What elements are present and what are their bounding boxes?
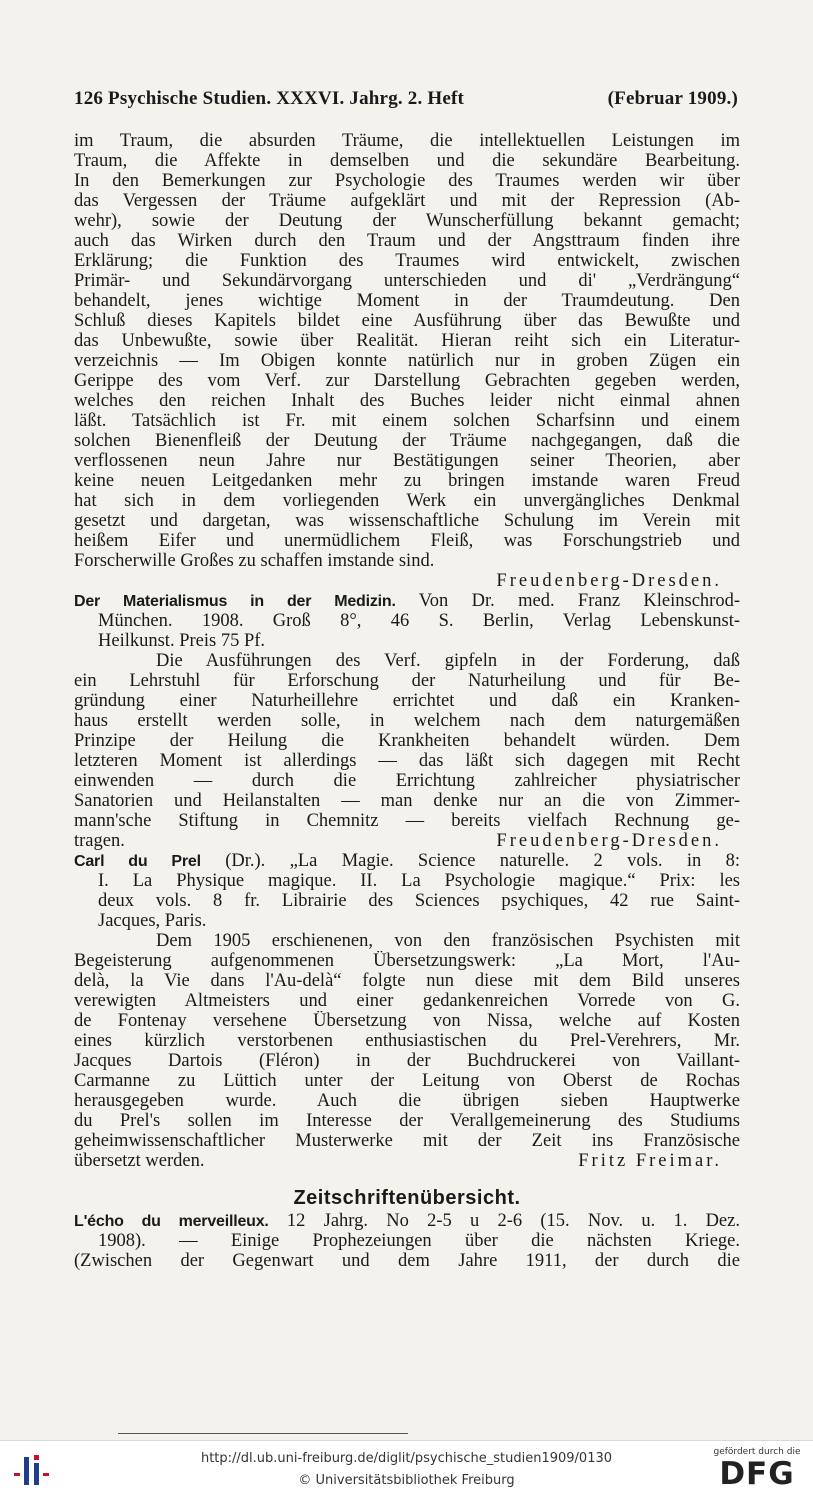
text-line: delà, la Vie dans l'Au-delà“ folgte nun diese mit dem Bild unseres <box>74 971 740 991</box>
review-du-prel <box>74 851 740 1171</box>
copyright-notice: © Universitätsbibliothek Freiburg <box>298 1473 515 1488</box>
text-line: verewigten Altmeisters und einer gedankenreichen Vorrede von G. <box>74 991 740 1011</box>
viewer-footer <box>0 1440 813 1499</box>
running-header <box>74 88 738 110</box>
text-line: (Zwischen der Gegenwart und dem Jahre 1911, der durch die <box>74 1251 740 1271</box>
section-heading: Zeitschriftenübersicht. <box>293 1187 521 1209</box>
text-line: das Unbewußte, sowie über Realität. Hieran reiht sich ein Literatur- <box>74 331 740 351</box>
text-line: Die Ausführungen des Verf. gipfeln in der Forderung, daß <box>156 651 740 671</box>
reviewer-signature: Freudenberg-Dresden. <box>496 571 722 591</box>
text-line: Schluß dieses Kapitels bildet eine Ausführung über das Bewußte und <box>74 311 740 331</box>
text-line: Dem 1905 erschienenen, von den französischen Psychisten mit <box>156 931 740 951</box>
text-line: Forscherwille Großes zu schaffen imstande sind. <box>74 551 435 571</box>
text-line: heißem Eifer und unermüdlichem Fleiß, was Forschungstrieb und <box>74 531 740 551</box>
entry-first-line: Carl du Prel (Dr.). „La Magie. Science naturelle. 2 vols. in 8: <box>74 851 740 871</box>
text-line: einwenden — durch die Errichtung zahlreicher physiatrischer <box>74 771 740 791</box>
text-line: 1908). — Einige Prophezeiungen über die nächsten Kriege. <box>98 1231 740 1251</box>
footnote-rule <box>118 1433 408 1435</box>
entry-title: Carl du Prel <box>74 853 201 870</box>
text-line: herausgegeben wurde. Auch die übrigen sieben Hauptwerke <box>74 1091 740 1111</box>
text-line: keine neuen Leitgedanken mehr zu bringen imstande waren Freud <box>74 471 740 491</box>
spacer <box>74 1171 740 1179</box>
text-line: Jacques Dartois (Fléron) in der Buchdruckerei von Vaillant- <box>74 1051 740 1071</box>
text-line: läßt. Tatsächlich ist Fr. mit einem solchen Scharfsinn und einem <box>74 411 740 431</box>
text-line: behandelt, jenes wichtige Moment in der Traumdeutung. Den <box>74 291 740 311</box>
text-line: gesetzt und dargetan, was wissenschaftliche Schulung im Verein mit <box>74 511 740 531</box>
text-line: im Traum, die absurden Träume, die intellektuellen Leistungen im <box>74 131 740 151</box>
text-line: Prinzipe der Heilung die Krankheiten behandelt würden. Dem <box>74 731 740 751</box>
text-line: deux vols. 8 fr. Librairie des Sciences psychiques, 42 rue Saint- <box>98 891 740 911</box>
entry-first-line: L'écho du merveilleux. 12 Jahrg. No 2-5 u 2-6 (15. Nov. u. 1. Dez. <box>74 1211 740 1231</box>
text-line: auch das Wirken durch den Traum und der Angsttraum finden ihre <box>74 231 740 251</box>
text-line: verflossenen neun Jahre nur Bestätigungen seiner Theorien, aber <box>74 451 740 471</box>
text-line: Jacques, Paris. <box>98 911 207 931</box>
header-left: 126 Psychische Studien. XXXVI. Jahrg. 2. Heft <box>74 88 465 109</box>
text-line: I. La Physique magique. II. La Psychologie magique.“ Prix: les <box>98 871 740 891</box>
text-line: Traum, die Affekte in demselben und die sekundäre Bearbeitung. <box>74 151 740 171</box>
text-line: das Vergessen der Träume aufgeklärt und mit der Repression (Ab- <box>74 191 740 211</box>
last-line-with-signature: übersetzt werden. Fritz Freimar. <box>74 1151 722 1171</box>
text-line: Begeisterung aufgenommenen Übersetzungswerk: „La Mort, l'Au- <box>74 951 740 971</box>
review-materialismus <box>74 591 740 851</box>
text-line: ein Lehrstuhl für Erforschung der Naturheilung und für Be- <box>74 671 740 691</box>
entry-first-line: Der Materialismus in der Medizin. Von Dr. med. Franz Kleinschrod- <box>74 591 740 611</box>
entry-title: L'écho du merveilleux. <box>74 1213 269 1230</box>
entry-title: Der Materialismus in der Medizin. <box>74 593 396 610</box>
text-line: letzteren Moment ist allerdings — das läßt sich dagegen mit Recht <box>74 751 740 771</box>
text-line: welches den reichen Inhalt des Buches leider nicht einmal ahnen <box>74 391 740 411</box>
text-line: mann'sche Stiftung in Chemnitz — bereits vielfach Rechnung ge- <box>74 811 740 831</box>
text-line: Heilkunst. Preis 75 Pf. <box>98 631 266 651</box>
dfg-caption: gefördert durch die <box>713 1447 801 1457</box>
text-line: Gerippe des vom Verf. zur Darstellung Gebrachten gegeben werden, <box>74 371 740 391</box>
text-line: Primär- und Sekundärvorgang unterschieden und di' „Verdrängung“ <box>74 271 740 291</box>
page-body <box>74 131 740 1271</box>
text-line: gründung einer Naturheillehre errichtet und daß ein Kranken- <box>74 691 740 711</box>
reviewer-signature: Fritz Freimar. <box>578 1151 722 1171</box>
text-line: wehr), sowie der Deutung der Wunscherfüllung bekannt gemacht; <box>74 211 740 231</box>
text-line: geheimwissenschaftlicher Musterwerke mit der Zeit ins Französische <box>74 1131 740 1151</box>
reviewer-signature: Freudenberg-Dresden. <box>496 831 722 851</box>
header-right: (Februar 1909.) <box>607 88 738 109</box>
last-line-with-signature: tragen. Freudenberg-Dresden. <box>74 831 722 851</box>
text-line: solchen Bienenfleiß der Deutung der Träume nachgegangen, daß die <box>74 431 740 451</box>
permalink-url[interactable]: http://dl.ub.uni-freiburg.de/diglit/psychische_studien1909/0130 <box>200 1451 613 1466</box>
text-line: verzeichnis — Im Obigen konnte natürlich nur in groben Zügen ein <box>74 351 740 371</box>
text-line: München. 1908. Groß 8°, 46 S. Berlin, Verlag Lebenskunst- <box>98 611 740 631</box>
text-line: In den Bemerkungen zur Psychologie des Traumes werden wir über <box>74 171 740 191</box>
text-line: de Fontenay versehene Übersetzung von Nissa, welche auf Kosten <box>74 1011 740 1031</box>
text-line: Carmanne zu Lüttich unter der Leitung von Oberst de Rochas <box>74 1071 740 1091</box>
text-line: eines kürzlich verstorbenen enthusiastischen du Prel-Verehrers, Mr. <box>74 1031 740 1051</box>
text-line: Sanatorien und Heilanstalten — man denke nur an die von Zimmer- <box>74 791 740 811</box>
text-line: haus erstellt werden solle, in welchem nach dem naturgemäßen <box>74 711 740 731</box>
review-freud-continuation <box>74 131 740 591</box>
text-line: hat sich in dem vorliegenden Werk ein unvergängliches Denkmal <box>74 491 740 511</box>
review-echo-merveilleux <box>74 1211 740 1271</box>
dfg-logo <box>711 1447 803 1495</box>
dfg-wordmark: DFG <box>719 1456 795 1492</box>
text-line: du Prel's sollen im Interesse der Verallgemeinerung des Studiums <box>74 1111 740 1131</box>
text-line: Erklärung; die Funktion des Traumes wird entwickelt, zwischen <box>74 251 740 271</box>
